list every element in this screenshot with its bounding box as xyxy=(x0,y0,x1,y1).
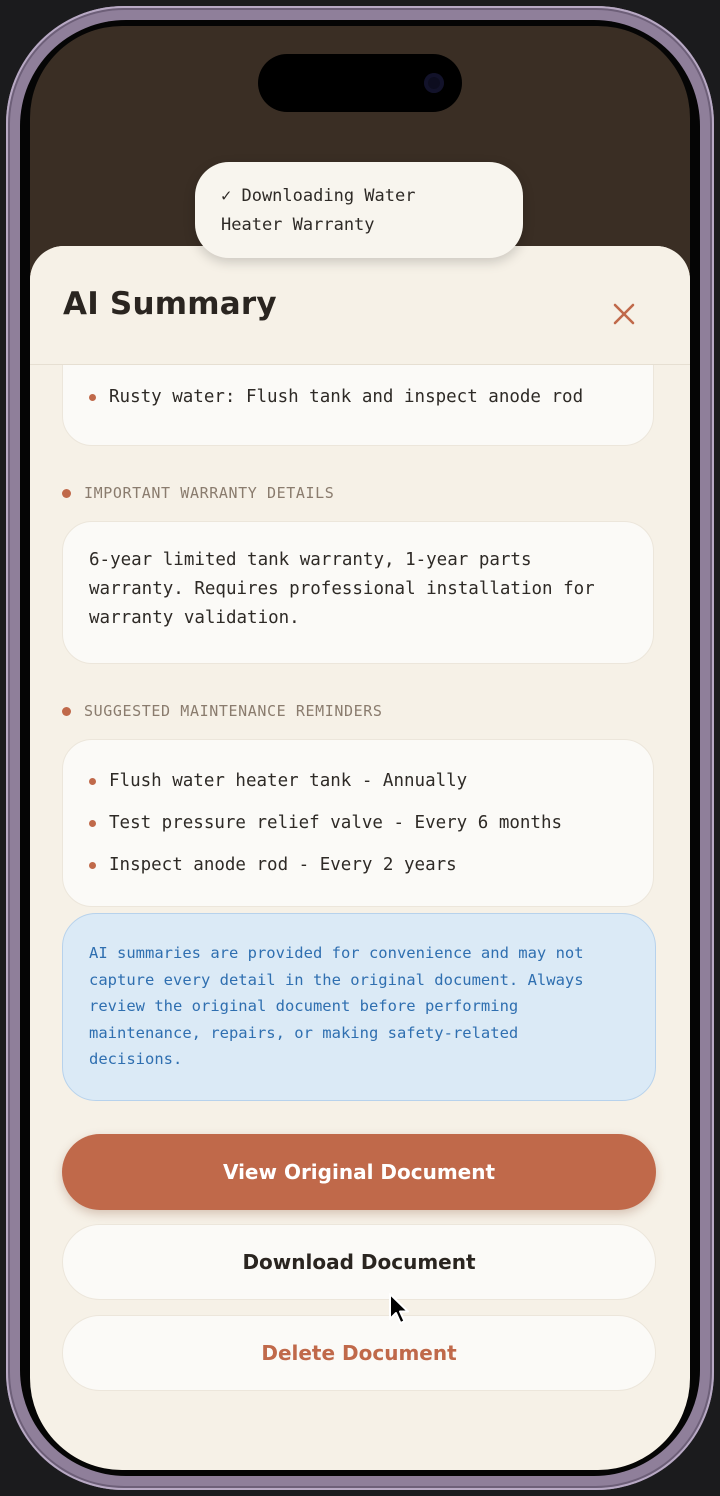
notice-line: maintenance, repairs, or making safety-related xyxy=(89,1023,519,1042)
maintenance-label-text: SUGGESTED MAINTENANCE REMINDERS xyxy=(84,702,383,720)
warranty-label-text: IMPORTANT WARRANTY DETAILS xyxy=(84,484,335,502)
download-document-button[interactable]: Download Document xyxy=(62,1224,656,1300)
sheet-header xyxy=(30,246,690,365)
maintenance-item: Inspect anode rod - Every 2 years xyxy=(109,855,457,875)
list-item xyxy=(89,850,627,880)
section-dot xyxy=(62,489,71,498)
maintenance-card xyxy=(62,739,654,907)
warranty-line: warranty. Requires professional installation for xyxy=(89,579,595,599)
warranty-line: warranty validation. xyxy=(89,608,300,628)
list-item xyxy=(89,766,627,796)
notice-line: AI summaries are provided for convenience and may not xyxy=(89,944,584,962)
page-title: AI Summary xyxy=(63,286,277,322)
bullet-dot xyxy=(89,778,96,785)
download-toast xyxy=(195,162,523,258)
list-item xyxy=(89,808,627,838)
notice-line: review the original document before performing xyxy=(89,997,519,1015)
bullet-dot xyxy=(89,820,96,827)
warranty-card xyxy=(62,521,654,664)
ai-summary-sheet xyxy=(30,246,690,1470)
notice-line: decisions. xyxy=(89,1050,183,1068)
view-original-document-button[interactable]: View Original Document xyxy=(62,1134,656,1210)
maintenance-item: Flush water heater tank - Annually xyxy=(109,771,468,791)
maintenance-item: Test pressure relief valve - Every 6 months xyxy=(109,813,563,833)
troubleshooting-item: Rusty water: Flush tank and inspect anode rod xyxy=(109,387,584,407)
warranty-text xyxy=(89,546,627,633)
delete-document-button[interactable]: Delete Document xyxy=(62,1315,656,1391)
dynamic-island xyxy=(258,54,462,112)
toast-line-2: Heater Warranty xyxy=(221,215,375,235)
camera-icon xyxy=(424,73,444,93)
close-button[interactable] xyxy=(602,292,646,336)
toast-line-1: ✓ Downloading Water xyxy=(221,186,416,206)
bullet-dot xyxy=(89,394,96,401)
notice-line: capture every detail in the original document. Always xyxy=(89,970,584,989)
maintenance-section-label xyxy=(62,702,383,720)
list-item xyxy=(89,387,653,407)
ai-disclaimer-notice xyxy=(62,913,656,1101)
warranty-line: 6-year limited tank warranty, 1-year parts xyxy=(89,550,532,570)
bullet-dot xyxy=(89,862,96,869)
close-icon xyxy=(613,303,635,325)
section-dot xyxy=(62,707,71,716)
warranty-section-label xyxy=(62,484,334,502)
mouse-cursor-icon xyxy=(388,1292,412,1328)
phone-screen xyxy=(30,26,690,1470)
